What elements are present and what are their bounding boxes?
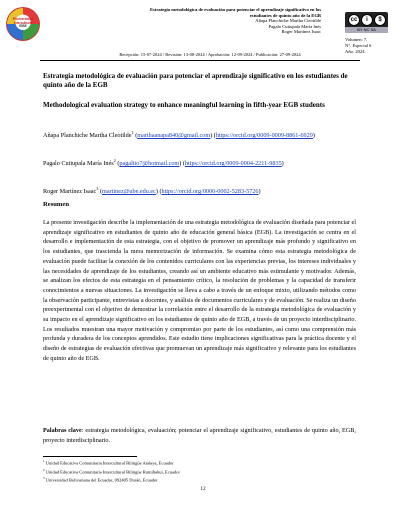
- author-orcid-link[interactable]: https://orcid.org/0009-0009-8861-6929: [215, 132, 313, 140]
- logo-line: Pluriversidad: [12, 17, 34, 21]
- author-sup: 3: [96, 186, 99, 191]
- running-header: [91, 7, 321, 35]
- abstract-heading: Resumen: [43, 201, 70, 208]
- by-icon: i: [361, 14, 373, 26]
- footnote: [43, 458, 180, 467]
- author-name: Roger Martínez Isaac: [43, 188, 97, 196]
- logo-line: Intercultural: [13, 20, 33, 25]
- publication-dates: Recepción: 15-07-2024 / Revisión: 13-08-2024 / Aprobación: 12-09-2024 / Publicación: 27-09-2024: [119, 52, 301, 57]
- keywords: [43, 426, 356, 445]
- header-author: Añapa Planchiche Martha Cleotilde: [255, 18, 321, 24]
- article-title-en: Methodological evaluation strategy to enhance meaningful learning in fifth-year EGB students: [43, 101, 325, 109]
- author-sup: 1: [131, 130, 134, 135]
- author-orcid-link[interactable]: https://orcid.org/0009-0004-2211-9835: [184, 160, 282, 168]
- author-name: Añapa Planchiche Martha Cleotilde: [43, 132, 132, 140]
- footnote-text: Universidad Bolivariana del Ecuador, 092405 Durán, Ecuador: [45, 477, 158, 483]
- article-title: Estrategia metodológica de evaluación para potenciar el aprendizaje significativo en los estudiantes de quinto año de la EGB: [43, 72, 348, 89]
- cc-icon: cc: [348, 14, 360, 26]
- author-sup: 2: [113, 158, 116, 163]
- logo-line: EIBE: [19, 24, 27, 28]
- cc-license-badge[interactable]: [345, 12, 388, 33]
- keywords-text: : estrategia metodológica, evaluación; potenciar el aprendizaje significativo, estudiantes de quinto año, EGB, proyecto interdisciplinario.: [43, 427, 356, 444]
- divider: [40, 60, 360, 61]
- footnote-text: Unidad Educativa Comunitaria Intercultural Bilingüe Atalaya, Ecuador: [45, 460, 174, 466]
- author-email-link[interactable]: martinez@ube.edu.ec: [102, 188, 156, 196]
- year: Año: 2024: [345, 48, 365, 54]
- page-number: 12: [200, 486, 206, 492]
- author-entry: Pagalo Cutiupala María Inés$^2$ (pagalito7@hotmail.com) (https://orcid.org/0009-0004-2211-9835): [43, 158, 284, 168]
- footnote-number: 1: [43, 459, 45, 463]
- author-entry: Añapa Planchiche Martha Cleotilde$^1$ (marthaanapa840@gmail.com) (https://orcid.org/0009-0009-8861-6929): [43, 130, 315, 140]
- author-email-link[interactable]: marthaanapa840@gmail.com: [137, 132, 211, 140]
- nc-sa-icon: $: [374, 14, 386, 26]
- author-orcid-link[interactable]: https://orcid.org/0000-0002-5283-5726: [161, 188, 259, 196]
- keywords-label: Palabras clave: [43, 427, 82, 434]
- number: N°. Especial 6: [345, 42, 372, 48]
- footnote-text: Unidad Educativa Comunitaria Intercultural Bilingüe Rumiñahui, Ecuador: [45, 469, 181, 474]
- abstract-text: La presente investigación describe la implementación de una estrategia metodológica de evaluación diseñada para potenciar el aprendizaje significativo en estudiantes de quinto año de educación general básica (EGB). La investigación se centra en el desarrollo e implementación de esta estrategia, con el objetivo de promover un aprendizaje más profundo y significativo en los estudiantes, que trascienda la mera memorización de información. Se examina cómo esta estrategia metodológica de evaluación puede facilitar la conexión de los contenidos curriculares con las experiencias previas, los intereses individuales y las necesidades de aprendizaje de los estudiantes, creando así un ambiente educativo más estimulante y motivador. Además, se analizan los efectos de esta estrategia en el pensamiento crítico, la resolución de problemas y la capacidad de transferir conocimientos a nuevas situaciones. La investigación se lleva a cabo a través de un enfoque mixto, utilizando métodos como la observación participante, entrevistas a docentes, y análisis de documentos curriculares y de evaluación. Se realiza un diseño preexperimental con el objetivo de demostrar la correlación entre el desarrollo de la estrategia metodológica de evaluación y su impacto en el aprendizaje significativo en los estudiantes de quinto año de EGB, a través de un proyecto interdisciplinario. Los resultados muestran una mayor motivación y compromiso por parte de los estudiantes, así como una comprensión más profunda y duradera de los conceptos aprendidos. Este estudio tiene implicaciones significativas para la práctica docente y el diseño de estrategias de evaluación efectivas que promuevan un aprendizaje más significativo y relevante para los estudiantes de quinto año de EGB.: [43, 219, 356, 362]
- author-entry: Roger Martínez Isaac$^3$ (martinez@ube.edu.ec) (https://orcid.org/0000-0002-5283-5726): [43, 186, 261, 196]
- footnote-number: 3: [43, 476, 45, 480]
- header-title-line1: Estrategia metodológica de evaluación para potenciar el aprendizaje significativo en los: [149, 7, 321, 12]
- footnote: [43, 467, 180, 476]
- volume: Volumen: 7,: [345, 37, 368, 42]
- header-author: Pagalo Cutiupala María Inés: [268, 23, 321, 29]
- journal-logo: [6, 7, 40, 41]
- header-title-line2: estudiantes de quinto año de la EGB: [249, 12, 321, 18]
- footnote-divider: [43, 456, 137, 457]
- license-label: BY NC SA: [345, 27, 388, 33]
- footnote: [43, 475, 180, 484]
- author-email-link[interactable]: pagalito7@hotmail.com: [119, 160, 180, 168]
- header-author: Roger Martínez Isaac: [281, 29, 321, 35]
- footnote-number: 2: [43, 467, 45, 472]
- author-name: Pagalo Cutiupala María Inés: [43, 160, 114, 168]
- footnotes: [43, 458, 180, 484]
